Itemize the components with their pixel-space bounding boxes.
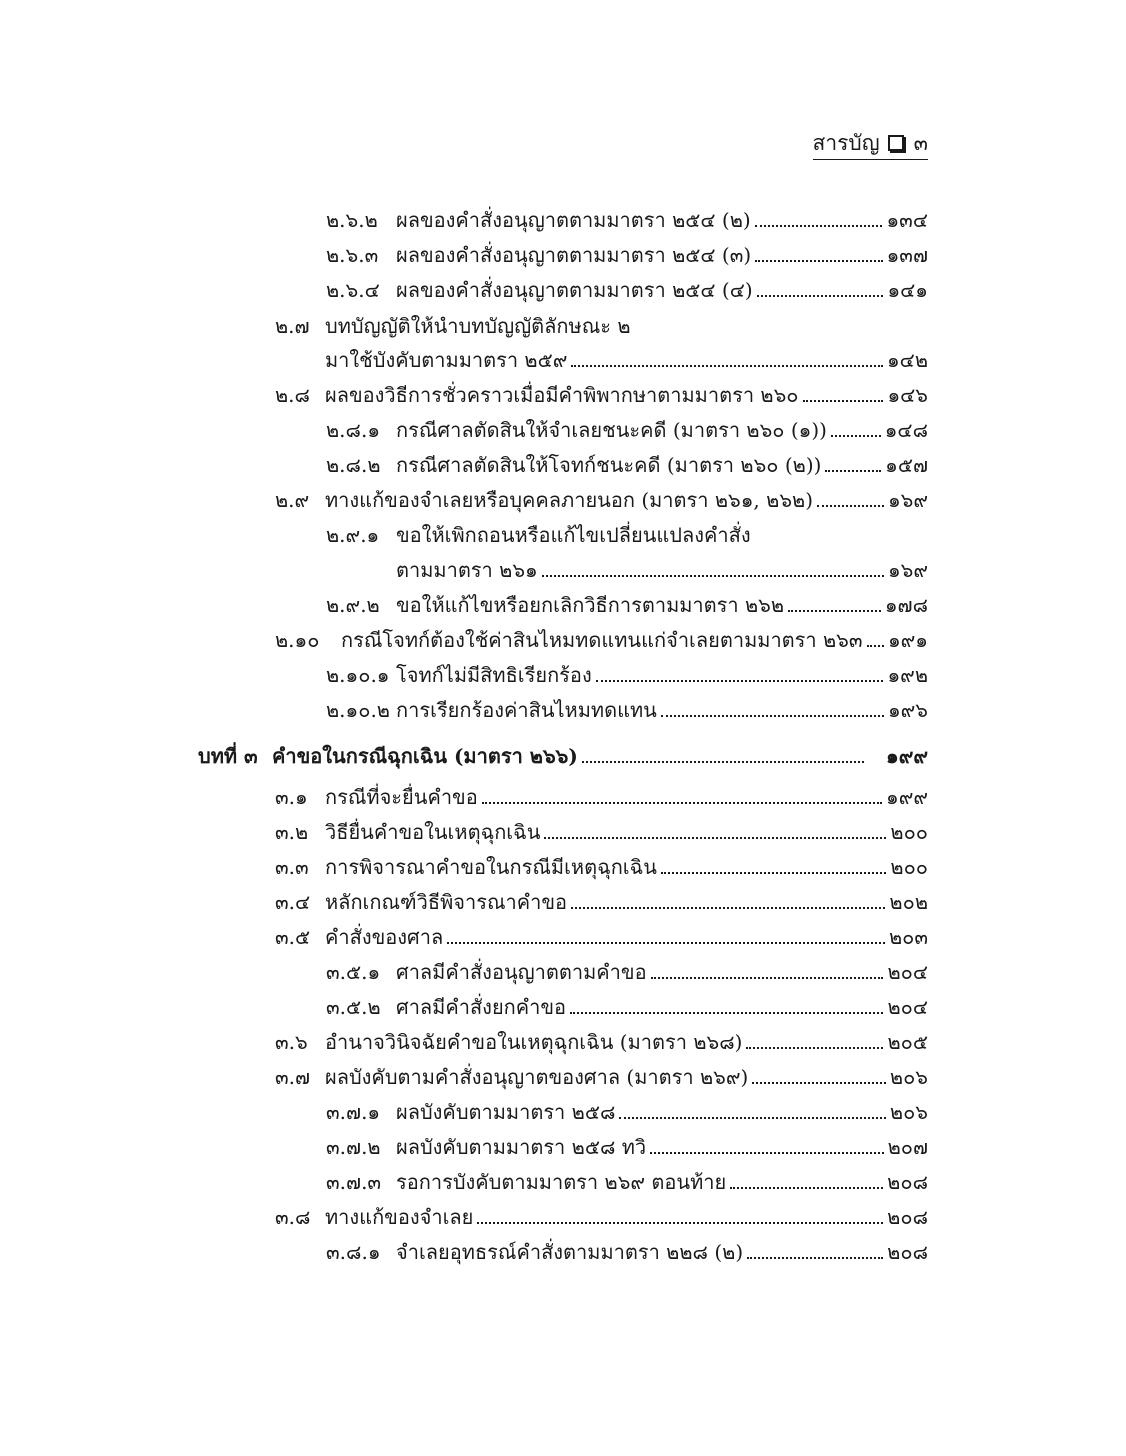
toc-title: คำสั่งของศาล [325,925,444,949]
toc-title: ทางแก้ของจำเลย [325,1205,474,1229]
toc-number: ๓.๘ [275,1205,311,1229]
toc-entry [275,1025,928,1057]
toc-entry [326,448,928,480]
toc-entry [326,1130,928,1162]
toc-title: กรณีโจทก์ต้องใช้ค่าสินไหมทดแทนแก่จำเลยตามมาตรา ๒๖๓ [341,628,863,652]
toc-number: ๒.๖.๔ [326,278,380,302]
toc-title: การเรียกร้องค่าสินไหมทดแทน [396,698,657,722]
dot-leader [747,1256,883,1259]
dot-leader [544,836,886,839]
dot-leader [619,1116,886,1119]
toc-page: ๒๐๓ [888,925,928,949]
toc-title: มาใช้บังคับตามมาตรา ๒๕๙ [325,348,568,372]
dot-leader [752,1081,886,1084]
toc-page: ๒๐๗ [887,1135,928,1159]
toc-page: ๑๙๙ [886,785,928,809]
toc-page: ๑๔๑ [887,278,928,302]
toc-entry [275,850,928,882]
dot-leader [831,434,881,437]
toc-page: ๒๐๕ [887,1030,928,1054]
toc-entry [275,1060,928,1092]
toc-page: ๑๙๒ [887,663,928,687]
dot-leader [746,1046,883,1049]
toc-entry [275,920,928,952]
toc-page: ๑๙๖ [887,698,928,722]
dot-leader [542,574,884,577]
header-title: สารบัญ [812,131,880,155]
toc-entry [326,203,928,235]
toc-entry [275,309,928,341]
chapter-number: บทที่ ๓ [198,744,258,768]
toc-entry [326,1095,928,1127]
toc-entry [275,1200,928,1232]
toc-number: ๒.๙.๑ [326,523,380,547]
toc-title: การพิจารณาคำขอในกรณีมีเหตุฉุกเฉิน [325,855,657,879]
toc-number: ๓.๔ [275,890,311,914]
toc-title: กรณีศาลตัดสินให้จำเลยชนะคดี (มาตรา ๒๖๐ (๑)) [396,418,827,442]
toc-page: ๑๕๗ [885,453,928,477]
toc-title: ผลของคำสั่งอนุญาตตามมาตรา ๒๕๔ (๔) [396,278,753,302]
toc-entry [326,413,928,445]
dot-leader [582,760,864,763]
toc-number: ๒.๘ [275,383,310,407]
toc-page: ๑๖๙ [887,488,928,512]
toc-entry [326,518,928,550]
toc-entry [275,780,928,812]
toc-entry [326,658,928,690]
toc-number: ๓.๗.๓ [326,1170,382,1194]
toc-page: ๒๐๖ [889,1065,928,1089]
toc-number: ๒.๖.๒ [326,208,378,232]
toc-entry [326,990,928,1022]
toc-number: ๓.๕ [275,925,311,949]
toc-entry [275,378,928,410]
toc-title: ศาลมีคำสั่งอนุญาตตามคำขอ [396,960,647,984]
toc-title: ผลของคำสั่งอนุญาตตามมาตรา ๒๕๔ (๓) [396,243,752,267]
toc-number: ๓.๑ [275,785,308,809]
toc-title: ผลของวิธีการชั่วคราวเมื่อมีคำพิพากษาตามมาตรา ๒๖๐ [325,383,799,407]
toc-number: ๒.๗ [275,314,310,338]
dot-leader [730,1186,883,1189]
dot-leader [571,364,883,367]
dot-leader [755,259,882,262]
toc-number: ๒.๘.๒ [326,453,381,477]
toc-page: ๑๔๖ [887,383,928,407]
toc-number: ๓.๒ [275,820,309,844]
dot-leader [817,504,884,507]
toc-number: ๓.๓ [275,855,309,879]
toc-title: ศาลมีคำสั่งยกคำขอ [396,995,567,1019]
toc-page: ๑๓๔ [886,208,928,232]
toc-chapter-heading [198,739,928,771]
toc-page: ๑๗๘ [884,593,928,617]
toc-entry [326,273,928,305]
toc-title: กรณีศาลตัดสินให้โจทก์ชนะคดี (มาตรา ๒๖๐ (๒)) [396,453,822,477]
toc-title: หลักเกณฑ์วิธีพิจารณาคำขอ [325,890,568,914]
toc-page: ๒๐๘ [887,1205,928,1229]
toc-page: ๑๙๑ [887,628,928,652]
dot-leader [447,941,885,944]
toc-page: ๒๐๐ [890,820,928,844]
toc-entry [275,623,928,655]
dot-leader [661,871,886,874]
toc-number: ๒.๙.๒ [326,593,380,617]
toc-entry [275,885,928,917]
toc-number: ๓.๕.๒ [326,995,381,1019]
toc-number: ๒.๘.๑ [326,418,381,442]
toc-entry [326,1235,928,1267]
toc-title: ผลบังคับตามมาตรา ๒๕๘ [396,1100,616,1124]
toc-entry [275,483,928,515]
toc-page: ๑๙๙ [886,744,928,768]
toc-number: ๒.๙ [275,488,310,512]
dot-leader [650,1151,883,1154]
toc-entry [326,238,928,270]
dot-leader [788,609,881,612]
toc-entry-continuation [325,343,928,375]
toc-title: ตามมาตรา ๒๖๑ [396,558,538,582]
toc-number: ๒.๑๐.๑ [326,663,390,687]
dot-leader [482,801,882,804]
toc-title: อำนาจวินิจฉัยคำขอในเหตุฉุกเฉิน (มาตรา ๒๖๘) [325,1030,743,1054]
toc-page: ๒๐๘ [887,1170,928,1194]
dot-leader [825,469,881,472]
toc-title: บทบัญญัติให้นำบทบัญญัติลักษณะ ๒ [325,314,631,338]
toc-title: ขอให้แก้ไขหรือยกเลิกวิธีการตามมาตรา ๒๖๒ [396,593,785,617]
toc-title: ขอให้เพิกถอนหรือแก้ไขเปลี่ยนแปลงคำสั่ง [396,523,751,547]
dot-leader [661,714,884,717]
toc-number: ๓.๗.๒ [326,1135,381,1159]
toc-number: ๓.๕.๑ [326,960,381,984]
toc-entry-continuation [396,553,928,585]
toc-title: กรณีที่จะยื่นคำขอ [325,785,478,809]
dot-leader [803,399,884,402]
toc-title: ผลบังคับตามคำสั่งอนุญาตของศาล (มาตรา ๒๖๙) [325,1065,749,1089]
toc-title: รอการบังคับตามมาตรา ๒๖๙ ตอนท้าย [396,1170,727,1194]
header-page-number: ๓ [913,131,928,155]
toc-title: ผลของคำสั่งอนุญาตตามมาตรา ๒๕๔ (๒) [396,208,751,232]
toc-entry [275,815,928,847]
toc-entry [326,693,928,725]
dot-leader [596,679,884,682]
dot-leader [651,976,884,979]
toc-page: ๑๖๙ [887,558,928,582]
toc-number: ๓.๖ [275,1030,308,1054]
dot-leader [570,1011,883,1014]
toc-number: ๒.๑๐.๒ [326,698,390,722]
toc-title: วิธียื่นคำขอในเหตุฉุกเฉิน [325,820,541,844]
toc-page: ๑๔๘ [884,418,928,442]
toc-page: ๒๐๐ [890,855,928,879]
dot-leader [867,644,884,647]
toc-page: ๑๔๒ [886,348,928,372]
toc-page: ๒๐๔ [887,960,928,984]
toc-page: ๒๐๖ [889,1100,928,1124]
toc-page: ๒๐๔ [887,995,928,1019]
toc-page: ๒๐๒ [889,890,928,914]
dot-leader [757,294,884,297]
toc-number: ๓.๘.๑ [326,1240,381,1264]
toc-number: ๓.๗ [275,1065,311,1089]
toc-title: ทางแก้ของจำเลยหรือบุคคลภายนอก (มาตรา ๒๖๑, ๒๖๒) [325,488,814,512]
toc-number: ๒.๖.๓ [326,243,379,267]
toc-number: ๓.๗.๑ [326,1100,381,1124]
toc-page: ๑๓๗ [886,243,928,267]
toc-number: ๒.๑๐ [275,628,320,652]
toc-entry [326,588,928,620]
toc-entry [326,1165,928,1197]
dot-leader [477,1221,883,1224]
toc-page: ๒๐๘ [887,1240,928,1264]
toc-entry [326,955,928,987]
toc-title: ผลบังคับตามมาตรา ๒๕๘ ทวิ [396,1135,647,1159]
dot-leader [755,224,883,227]
chapter-title: คำขอในกรณีฉุกเฉิน (มาตรา ๒๖๖) [272,744,578,768]
toc-title: โจทก์ไม่มีสิทธิเรียกร้อง [396,663,592,687]
dot-leader [571,906,885,909]
toc-title: จำเลยอุทธรณ์คำสั่งตามมาตรา ๒๒๘ (๒) [396,1240,744,1264]
